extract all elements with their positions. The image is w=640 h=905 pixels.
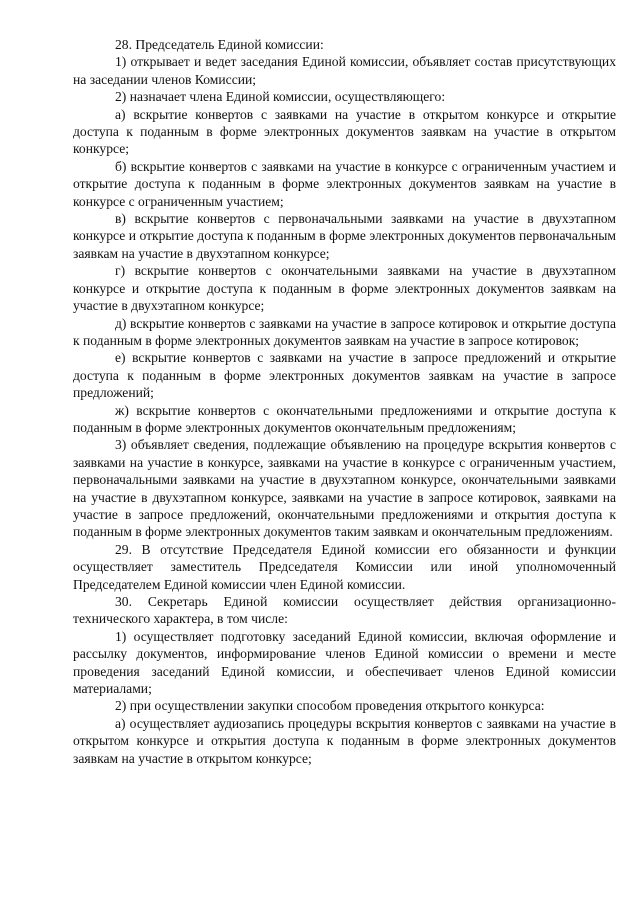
- paragraph-28-item-2d: д) вскрытие конвертов с заявками на участие в запросе котировок и открытие доступа к поданным в форме электронных документов заявкам на участие в запросе котировок;: [73, 315, 616, 348]
- paragraph-28-item-2b: б) вскрытие конвертов с заявками на участие в конкурсе с ограниченным участием и открытие доступа к поданным в форме электронных документов заявкам на участие в конкурсе с ограниченным участием;: [73, 158, 616, 209]
- paragraph-28-item-2: 2) назначает члена Единой комиссии, осуществляющего:: [115, 89, 446, 105]
- paragraph-28-item-2zh: ж) вскрытие конвертов с окончательными предложениями и открытие доступа к поданным в форме электронных документов окончательным предложениям;: [73, 402, 616, 435]
- paragraph-28-item-1: 1) открывает и ведет заседания Единой комиссии, объявляет состав присутствующих на заседании членов Комиссии;: [73, 54, 616, 87]
- paragraph-28-item-3: 3) объявляет сведения, подлежащие объявлению на процедуре вскрытия конвертов с заявками на участие в конкурсе, заявками на участие в конкурсе с ограниченным участием, первоначальными заявками на участие в двухэтапном конкурсе, окончательными заявками на участие в двухэтапном конкурсе, заявками на участие в запросе котировок, заявками на участие в запросе предложений, окончательными предложениями и открытия доступа к поданным в форме электронных документов таким заявкам и окончательным предложениям.: [73, 437, 616, 540]
- paragraph-30-item-2: 2) при осуществлении закупки способом проведения открытого конкурса:: [115, 698, 545, 714]
- document-text: [73, 36, 616, 767]
- paragraph-28-item-2a: а) вскрытие конвертов с заявками на участие в открытом конкурсе и открытие доступа к поданным в форме электронных документов заявкам на участие в открытом конкурсе;: [73, 106, 616, 157]
- paragraph-28-item-2e: е) вскрытие конвертов с заявками на участие в запросе предложений и открытие доступа к поданным в форме электронных документов заявкам на участие в запросе предложений;: [73, 350, 616, 401]
- paragraph-30-item-1: 1) осуществляет подготовку заседаний Единой комиссии, включая оформление и рассылку документов, информирование членов Единой комиссии о времени и месте проведения заседаний Единой комиссии, и обеспечивает членов Единой комиссии материалами;: [73, 628, 616, 697]
- paragraph-28-heading: 28. Председатель Единой комиссии:: [115, 37, 324, 52]
- paragraph-28-item-2g: г) вскрытие конвертов с окончательными заявками на участие в двухэтапном конкурсе и открытие доступа к поданным в форме электронных документов заявкам на участие в двухэтапном конкурсе;: [73, 263, 616, 314]
- paragraph-28-item-2v: в) вскрытие конвертов с первоначальными заявками на участие в двухэтапном конкурсе и открытие доступа к поданным в форме электронных документов первоначальным заявкам на участие в двухэтапном конкурсе;: [73, 211, 616, 261]
- paragraph-29: 29. В отсутствие Председателя Единой комиссии его обязанности и функции осуществляет заместитель Председателя Комиссии или иной уполномоченный Председателем Единой комиссии член Единой комиссии.: [73, 541, 616, 592]
- paragraph-30-heading: 30. Секретарь Единой комиссии осуществляет действия организационно-технического характера, в том числе:: [73, 594, 616, 627]
- paragraph-30-item-2a: а) осуществляет аудиозапись процедуры вскрытия конвертов с заявками на участие в открытом конкурсе и открытия доступа к поданным в форме электронных документов заявкам на участие в открытом конкурсе;: [73, 715, 616, 766]
